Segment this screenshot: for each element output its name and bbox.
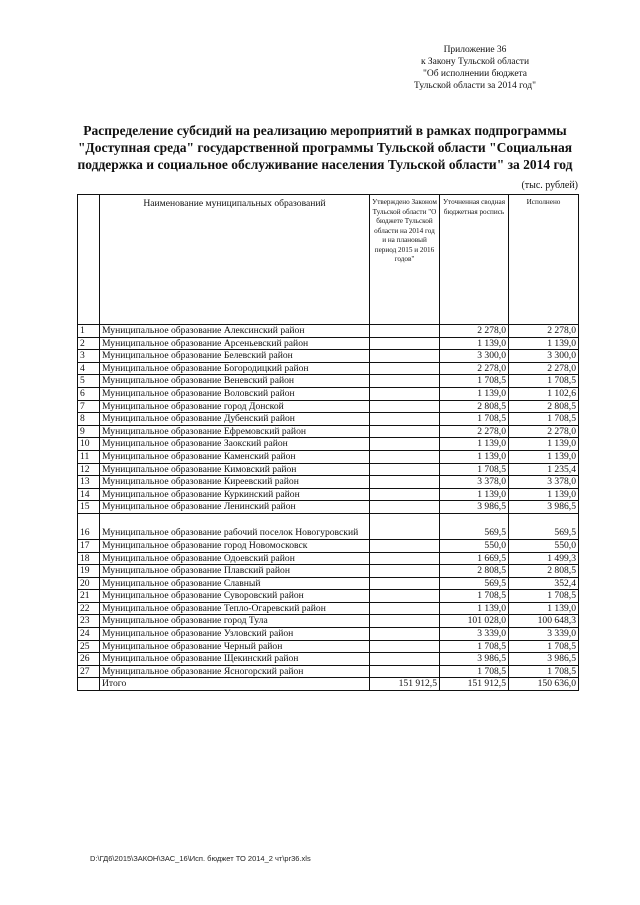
executed-value: 1 708,5 (509, 640, 579, 653)
appendix-line: Тульской области за 2014 год" (414, 81, 536, 91)
executed-value: 1 139,0 (509, 450, 579, 463)
row-number: 23 (78, 615, 100, 628)
row-number: 1 (78, 325, 100, 338)
executed-value: 1 708,5 (509, 413, 579, 426)
municipality-name: Муниципальное образование Суворовский район (100, 590, 370, 603)
approved-value (370, 565, 440, 578)
executed-value: 1 102,6 (509, 387, 579, 400)
refined-value: 2 808,5 (440, 565, 509, 578)
refined-value: 550,0 (440, 539, 509, 552)
row-number: 5 (78, 375, 100, 388)
header-num (78, 195, 100, 325)
approved-value (370, 463, 440, 476)
table-row (78, 513, 579, 539)
executed-value: 1 139,0 (509, 438, 579, 451)
row-number: 20 (78, 577, 100, 590)
refined-value: 1 708,5 (440, 665, 509, 678)
table-row (78, 400, 579, 413)
table-row (78, 640, 579, 653)
table-body (78, 325, 579, 691)
refined-value: 1 708,5 (440, 640, 509, 653)
refined-value: 3 378,0 (440, 476, 509, 489)
refined-value: 1 139,0 (440, 337, 509, 350)
table-row (78, 375, 579, 388)
municipality-name: Муниципальное образование Тепло-Огаревский район (100, 602, 370, 615)
refined-value: 1 139,0 (440, 602, 509, 615)
executed-value: 1 708,5 (509, 375, 579, 388)
refined-value: 1 669,5 (440, 552, 509, 565)
executed-value: 1 499,3 (509, 552, 579, 565)
refined-value: 3 986,5 (440, 501, 509, 514)
table-row (78, 325, 579, 338)
refined-value: 2 808,5 (440, 400, 509, 413)
municipality-name: Муниципальное образование Белевский район (100, 350, 370, 363)
total-label: Итого (100, 678, 370, 691)
approved-value (370, 387, 440, 400)
approved-value (370, 602, 440, 615)
row-number: 17 (78, 539, 100, 552)
row-number: 27 (78, 665, 100, 678)
table-header-row (78, 195, 579, 325)
approved-value (370, 350, 440, 363)
header-executed: Исполнено (509, 195, 579, 325)
executed-value: 100 648,3 (509, 615, 579, 628)
executed-value: 352,4 (509, 577, 579, 590)
table-row (78, 628, 579, 641)
row-number: 26 (78, 653, 100, 666)
row-number: 9 (78, 425, 100, 438)
refined-value: 2 278,0 (440, 425, 509, 438)
total-executed: 150 636,0 (509, 678, 579, 691)
row-number: 18 (78, 552, 100, 565)
refined-value: 1 139,0 (440, 450, 509, 463)
row-number: 22 (78, 602, 100, 615)
row-number: 10 (78, 438, 100, 451)
row-number: 16 (78, 513, 100, 539)
executed-value: 3 339,0 (509, 628, 579, 641)
table-row (78, 653, 579, 666)
municipality-name: Муниципальное образование рабочий поселок Новогуровский (100, 513, 370, 539)
title-line: "Доступная среда" государственной программы Тульской области "Социальная (77, 140, 573, 155)
executed-value: 3 378,0 (509, 476, 579, 489)
row-number: 14 (78, 488, 100, 501)
table-row (78, 539, 579, 552)
municipality-name: Муниципальное образование Куркинский район (100, 488, 370, 501)
table-row (78, 615, 579, 628)
executed-value: 2 808,5 (509, 565, 579, 578)
refined-value: 2 278,0 (440, 325, 509, 338)
executed-value: 2 278,0 (509, 362, 579, 375)
row-number: 15 (78, 501, 100, 514)
table-row (78, 450, 579, 463)
approved-value (370, 425, 440, 438)
table-row (78, 501, 579, 514)
table-row (78, 590, 579, 603)
table-row (78, 413, 579, 426)
refined-value: 1 139,0 (440, 488, 509, 501)
row-number: 3 (78, 350, 100, 363)
approved-value (370, 539, 440, 552)
municipality-name: Муниципальное образование город Тула (100, 615, 370, 628)
row-number: 24 (78, 628, 100, 641)
approved-value (370, 665, 440, 678)
executed-value: 1 139,0 (509, 488, 579, 501)
municipality-name: Муниципальное образование Богородицкий район (100, 362, 370, 375)
approved-value (370, 552, 440, 565)
header-refined: Уточненная сводная бюджетная роспись (440, 195, 509, 325)
appendix-line: Приложение 36 (443, 45, 507, 55)
municipality-name: Муниципальное образование Веневский район (100, 375, 370, 388)
refined-value: 101 028,0 (440, 615, 509, 628)
table-row (78, 438, 579, 451)
row-number: 12 (78, 463, 100, 476)
title-line: Распределение субсидий на реализацию мероприятий в рамках подпрограммы (83, 123, 567, 138)
municipality-name: Муниципальное образование город Донской (100, 400, 370, 413)
municipality-name: Муниципальное образование Ленинский район (100, 501, 370, 514)
approved-value (370, 337, 440, 350)
municipality-name: Муниципальное образование Ефремовский район (100, 425, 370, 438)
refined-value: 569,5 (440, 577, 509, 590)
row-number: 6 (78, 387, 100, 400)
document-title (70, 122, 580, 173)
table-row (78, 425, 579, 438)
municipality-name: Муниципальное образование Алексинский район (100, 325, 370, 338)
approved-value (370, 438, 440, 451)
municipality-name: Муниципальное образование Узловский район (100, 628, 370, 641)
subsidy-table (77, 194, 579, 691)
table-row (78, 565, 579, 578)
refined-value: 1 708,5 (440, 463, 509, 476)
approved-value (370, 325, 440, 338)
executed-value: 3 300,0 (509, 350, 579, 363)
executed-value: 569,5 (509, 513, 579, 539)
municipality-name: Муниципальное образование Каменский район (100, 450, 370, 463)
table-row (78, 488, 579, 501)
approved-value (370, 653, 440, 666)
header-approved: Утверждено Законом Тульской области "О бюджете Тульской области на 2014 год и на плановый период 2015 и 2016 годов" (370, 195, 440, 325)
executed-value: 550,0 (509, 539, 579, 552)
executed-value: 3 986,5 (509, 501, 579, 514)
municipality-name: Муниципальное образование Арсеньевский район (100, 337, 370, 350)
appendix-line: "Об исполнении бюджета (422, 69, 528, 79)
refined-value: 1 708,5 (440, 375, 509, 388)
municipality-name: Муниципальное образование Киреевский район (100, 476, 370, 489)
executed-value: 3 986,5 (509, 653, 579, 666)
row-number: 25 (78, 640, 100, 653)
row-number: 2 (78, 337, 100, 350)
refined-value: 3 300,0 (440, 350, 509, 363)
row-number: 13 (78, 476, 100, 489)
approved-value (370, 375, 440, 388)
table-row (78, 577, 579, 590)
municipality-name: Муниципальное образование Щекинский район (100, 653, 370, 666)
row-number: 21 (78, 590, 100, 603)
approved-value (370, 488, 440, 501)
refined-value: 1 708,5 (440, 590, 509, 603)
executed-value: 1 708,5 (509, 665, 579, 678)
municipality-name: Муниципальное образование Ясногорский район (100, 665, 370, 678)
executed-value: 1 235,4 (509, 463, 579, 476)
refined-value: 1 139,0 (440, 438, 509, 451)
municipality-name: Муниципальное образование Кимовский район (100, 463, 370, 476)
executed-value: 2 278,0 (509, 425, 579, 438)
row-number: 4 (78, 362, 100, 375)
file-path-footer: D:\ГД6\2015\ЗАКОН\ЗАС_16\Исп. бюджет ТО 2014_2 чт\pr36.xls (90, 854, 311, 863)
executed-value: 2 278,0 (509, 325, 579, 338)
table-row (78, 387, 579, 400)
executed-value: 1 139,0 (509, 337, 579, 350)
row-number: 11 (78, 450, 100, 463)
approved-value (370, 590, 440, 603)
executed-value: 2 808,5 (509, 400, 579, 413)
table-row (78, 350, 579, 363)
total-approved: 151 912,5 (370, 678, 440, 691)
executed-value: 1 139,0 (509, 602, 579, 615)
table-row (78, 602, 579, 615)
table-row (78, 665, 579, 678)
approved-value (370, 476, 440, 489)
table-row (78, 463, 579, 476)
refined-value: 2 278,0 (440, 362, 509, 375)
approved-value (370, 628, 440, 641)
approved-value (370, 615, 440, 628)
approved-value (370, 362, 440, 375)
unit-label: (тыс. рублей) (521, 180, 578, 191)
appendix-block (380, 44, 570, 92)
municipality-name: Муниципальное образование Черный район (100, 640, 370, 653)
approved-value (370, 513, 440, 539)
refined-value: 1 708,5 (440, 413, 509, 426)
municipality-name: Муниципальное образование Одоевский район (100, 552, 370, 565)
title-line: поддержка и социальное обслуживание населения Тульской области" за 2014 год (77, 157, 573, 172)
executed-value: 1 708,5 (509, 590, 579, 603)
refined-value: 569,5 (440, 513, 509, 539)
refined-value: 3 986,5 (440, 653, 509, 666)
total-row (78, 678, 579, 691)
row-number: 8 (78, 413, 100, 426)
municipality-name: Муниципальное образование Славный (100, 577, 370, 590)
approved-value (370, 450, 440, 463)
table-row (78, 476, 579, 489)
table-row (78, 362, 579, 375)
row-number: 7 (78, 400, 100, 413)
refined-value: 3 339,0 (440, 628, 509, 641)
total-num (78, 678, 100, 691)
table-row (78, 552, 579, 565)
header-name: Наименование муниципальных образований (100, 195, 370, 325)
appendix-line: к Закону Тульской области (420, 57, 530, 67)
row-number: 19 (78, 565, 100, 578)
municipality-name: Муниципальное образование город Новомосковск (100, 539, 370, 552)
municipality-name: Муниципальное образование Плавский район (100, 565, 370, 578)
approved-value (370, 577, 440, 590)
municipality-name: Муниципальное образование Заокский район (100, 438, 370, 451)
table-row (78, 337, 579, 350)
refined-value: 1 139,0 (440, 387, 509, 400)
approved-value (370, 400, 440, 413)
approved-value (370, 413, 440, 426)
approved-value (370, 640, 440, 653)
municipality-name: Муниципальное образование Дубенский район (100, 413, 370, 426)
municipality-name: Муниципальное образование Воловский район (100, 387, 370, 400)
total-refined: 151 912,5 (440, 678, 509, 691)
approved-value (370, 501, 440, 514)
